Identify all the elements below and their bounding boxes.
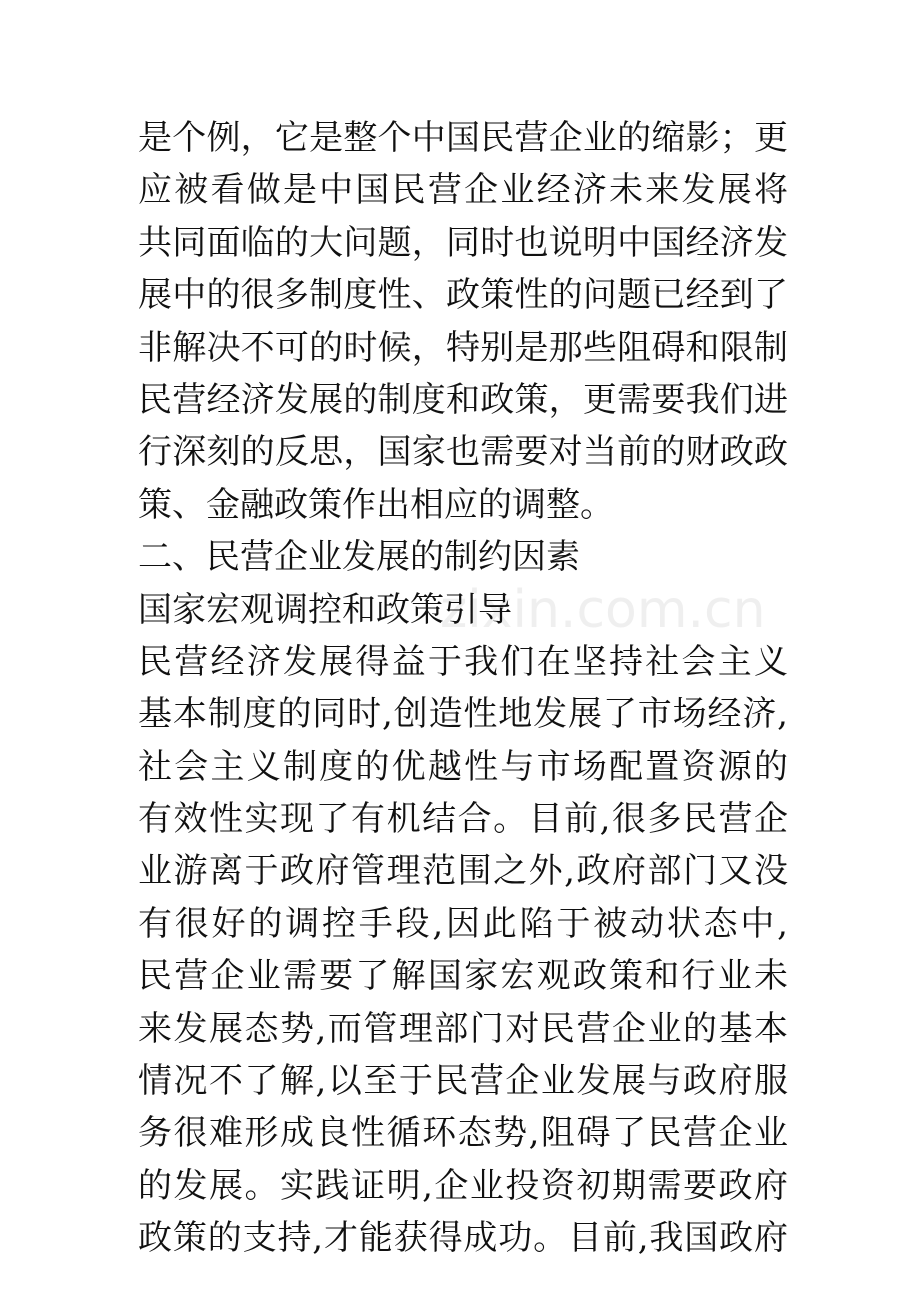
- text-line: 民营企业需要了解国家宏观政策和行业未: [138, 956, 788, 997]
- text-line: 的发展。实践证明,企业投资初期需要政府: [138, 1165, 788, 1206]
- text-line: 行深刻的反思，国家也需要对当前的财政政: [138, 432, 788, 473]
- text-line: 民营经济发展得益于我们在坚持社会主义: [138, 641, 788, 682]
- subsection-heading: 国家宏观调控和政策引导: [138, 589, 512, 630]
- text-line: 共同面临的大问题，同时也说明中国经济发: [138, 222, 788, 263]
- text-line: 非解决不可的时候，特别是那些阻碍和限制: [138, 327, 788, 368]
- text-line: 是个例，它是整个中国民营企业的缩影；更: [138, 118, 788, 158]
- text-line: 政策的支持,才能获得成功。目前,我国政府: [138, 1218, 788, 1259]
- text-line: 策、金融政策作出相应的调整。: [138, 484, 614, 525]
- text-line: 有效性实现了有机结合。目前,很多民营企: [138, 799, 788, 840]
- text-line: 社会主义制度的优越性与市场配置资源的: [138, 746, 788, 787]
- text-line: 务很难形成良性循环态势,阻碍了民营企业: [138, 1113, 788, 1154]
- watermark: zixin.com.cn: [440, 580, 766, 640]
- text-line: 有很好的调控手段,因此陷于被动状态中,: [138, 903, 788, 944]
- text-line: 来发展态势,而管理部门对民营企业的基本: [138, 1008, 788, 1049]
- text-line: 展中的很多制度性、政策性的问题已经到了: [138, 275, 788, 316]
- text-line: 情况不了解,以至于民营企业发展与政府服: [138, 1061, 788, 1102]
- document-body: [138, 112, 788, 1265]
- section-heading: 二、民营企业发展的制约因素: [138, 537, 580, 578]
- text-line: 民营经济发展的制度和政策，更需要我们进: [138, 379, 788, 420]
- text-line: 应被看做是中国民营企业经济未来发展将: [138, 170, 788, 211]
- text-line: 业游离于政府管理范围之外,政府部门又没: [138, 851, 788, 892]
- text-line: 基本制度的同时,创造性地发展了市场经济,: [138, 694, 788, 735]
